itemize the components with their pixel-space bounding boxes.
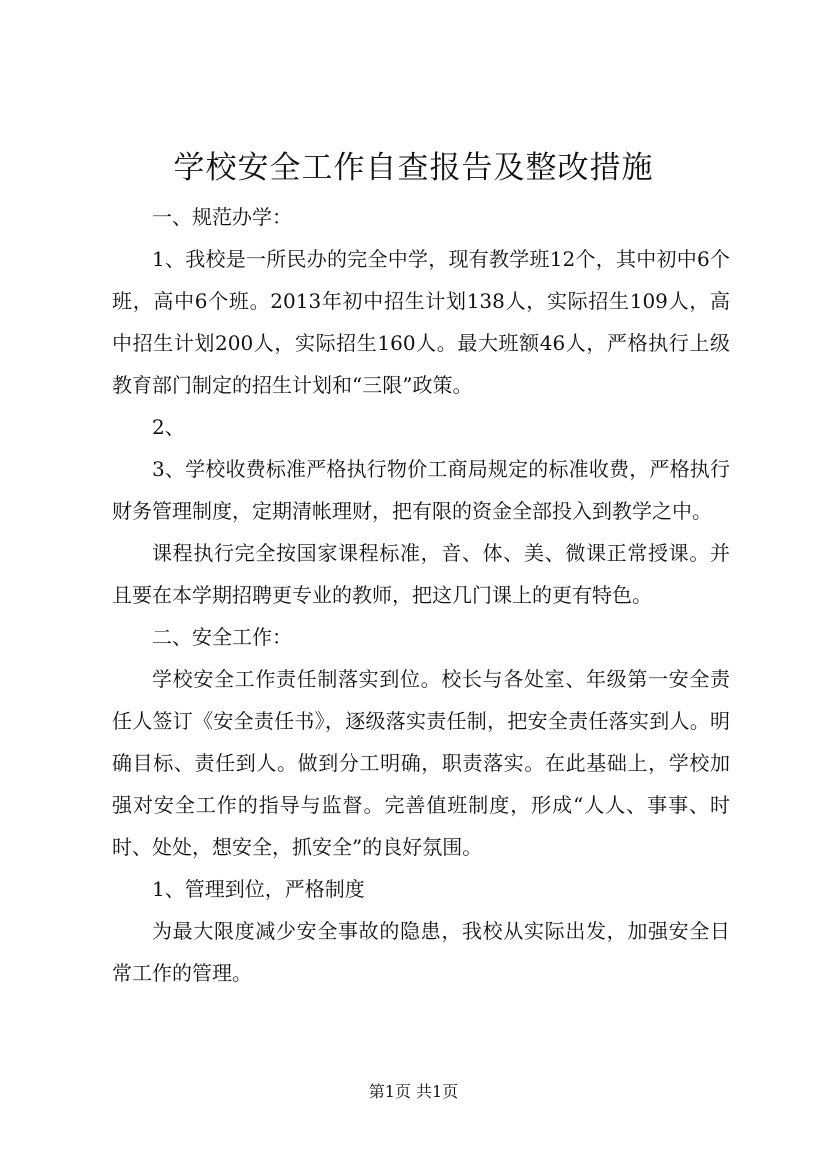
paragraph-school-overview: 1、我校是一所民办的完全中学，现有教学班12个，其中初中6个班，高中6个班。2013年初中招生计划138人，实际招生109人，高中招生计划200人，实际招生160人。最大班额46人，严格执行上级教育部门制定的招生计划和“三限”政策。 [112, 247, 730, 397]
paragraph-daily-management: 为最大限度减少安全事故的隐患，我校从实际出发，加强安全日常工作的管理。 [112, 919, 730, 985]
section-heading-safety-work: 二、安全工作： [152, 625, 292, 649]
paragraph-item-2: 2、 [152, 415, 185, 439]
paragraph-fees: 3、学校收费标准严格执行物价工商局规定的标准收费，严格执行财务管理制度，定期清帐理财，把有限的资金全部投入到教学之中。 [112, 457, 730, 523]
document-body [112, 196, 730, 994]
section-heading-standard-schooling: 一、规范办学： [152, 205, 292, 229]
paragraph-safety-responsibility: 学校安全工作责任制落实到位。校长与各处室、年级第一安全责任人签订《安全责任书》，逐级落实责任制，把安全责任落实到人。明确目标、责任到人。做到分工明确，职责落实。在此基础上，学校加强对安全工作的指导与监督。完善值班制度，形成“人人、事事、时时、处处，想安全，抓安全”的良好氛围。 [112, 667, 730, 859]
paragraph-curriculum: 课程执行完全按国家课程标准，音、体、美、微课正常授课。并且要在本学期招聘更专业的教师，把这几门课上的更有特色。 [112, 541, 730, 607]
page-footer: 第1页 共1页 [368, 1082, 459, 1101]
document-title: 学校安全工作自查报告及整改措施 [173, 150, 654, 186]
subheading-management: 1、管理到位，严格制度 [152, 877, 365, 901]
